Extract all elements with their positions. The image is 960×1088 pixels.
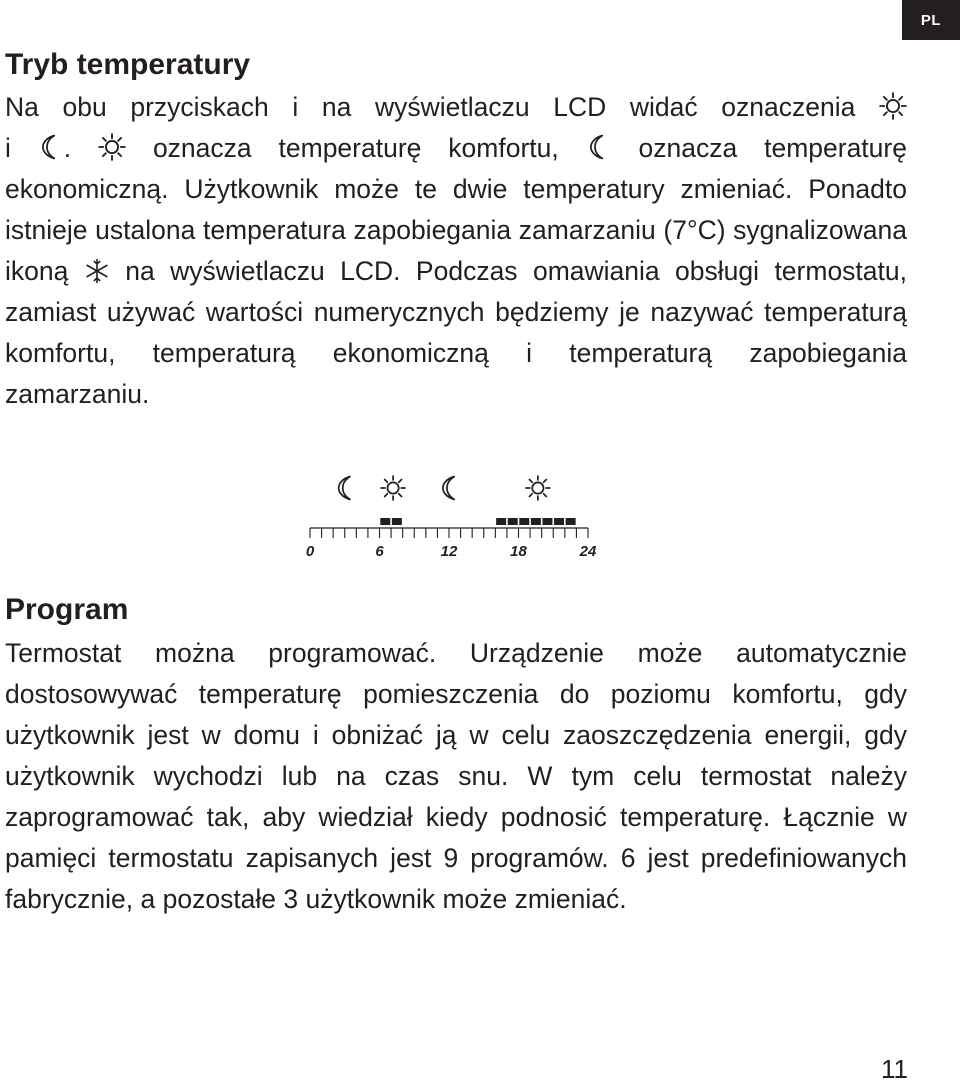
comfort-block: [380, 518, 390, 525]
sun-icon: [98, 133, 126, 161]
paragraph-text: i: [5, 133, 11, 163]
moon-icon: [586, 133, 612, 161]
comfort-block: [496, 518, 506, 525]
comfort-block: [566, 518, 576, 525]
tick-label: 0: [305, 543, 315, 560]
tick-label: 24: [579, 543, 597, 560]
tick-label: 12: [440, 543, 458, 560]
snowflake-icon: [84, 258, 110, 284]
paragraph-text: na wyświetlaczu LCD. Podczas omawiania obsługi termostatu, zamiast używać wartości numerycznych będziemy je nazywać temperaturą komfortu, temperaturą ekonomiczną i temperaturą zapobiegania zamarzaniu.: [5, 256, 907, 409]
program-paragraph: Termostat można programować. Urządzenie może automatycznie dostosowywać temperaturę pomieszczenia do poziomu komfortu, gdy użytkownik jest w domu i obniżać ją w celu zaoszczędzenia energii, gdy użytkownik wychodzi lub na czas snu. W tym celu termostat należy zaprogramować tak, aby wiedział kiedy podnosić temperaturę. Łącznie w pamięci termostatu zapisanych jest 9 programów. 6 jest predefiniowanych fabrycznie, a pozostałe 3 użytkownik może zmieniać.: [5, 638, 907, 914]
paragraph-line: [5, 87, 907, 128]
language-tab: PL: [902, 0, 960, 40]
sun-icon: [381, 476, 405, 500]
comfort-block: [554, 518, 564, 525]
comfort-block: [392, 518, 402, 525]
paragraph-text: oznacza temperaturę: [638, 133, 907, 163]
page-number: 11: [881, 1054, 908, 1084]
section-title-program: Program: [5, 593, 129, 626]
tick-label: 18: [510, 543, 527, 560]
comfort-block: [508, 518, 518, 525]
paragraph-text: .: [63, 133, 72, 163]
sun-icon: [879, 92, 907, 120]
paragraph-line: [5, 169, 907, 415]
moon-icon: [443, 477, 454, 500]
section-title-temperature-mode: Tryb temperatury: [5, 48, 251, 81]
paragraph-text: oznacza temperaturę komfortu,: [152, 133, 559, 163]
tick-label: 6: [375, 543, 384, 560]
comfort-block: [542, 518, 552, 525]
moon-icon: [339, 477, 350, 500]
temperature-mode-paragraph: [5, 87, 907, 415]
temperature-schedule-chart: [300, 470, 610, 570]
comfort-block: [519, 518, 529, 525]
moon-icon: [38, 133, 64, 161]
comfort-block: [531, 518, 541, 525]
paragraph-line: [5, 128, 907, 169]
paragraph-text: Na obu przyciskach i na wyświetlaczu LCD widać oznaczenia: [5, 92, 856, 122]
sun-icon: [526, 476, 550, 500]
paragraph-text: ekonomiczną. Użytkownik może te dwie temperatury zmieniać. Ponadto istnieje ustalona temperatura zapobiegania zamarzaniu (7°C) sygnalizowana ikoną: [5, 174, 907, 286]
